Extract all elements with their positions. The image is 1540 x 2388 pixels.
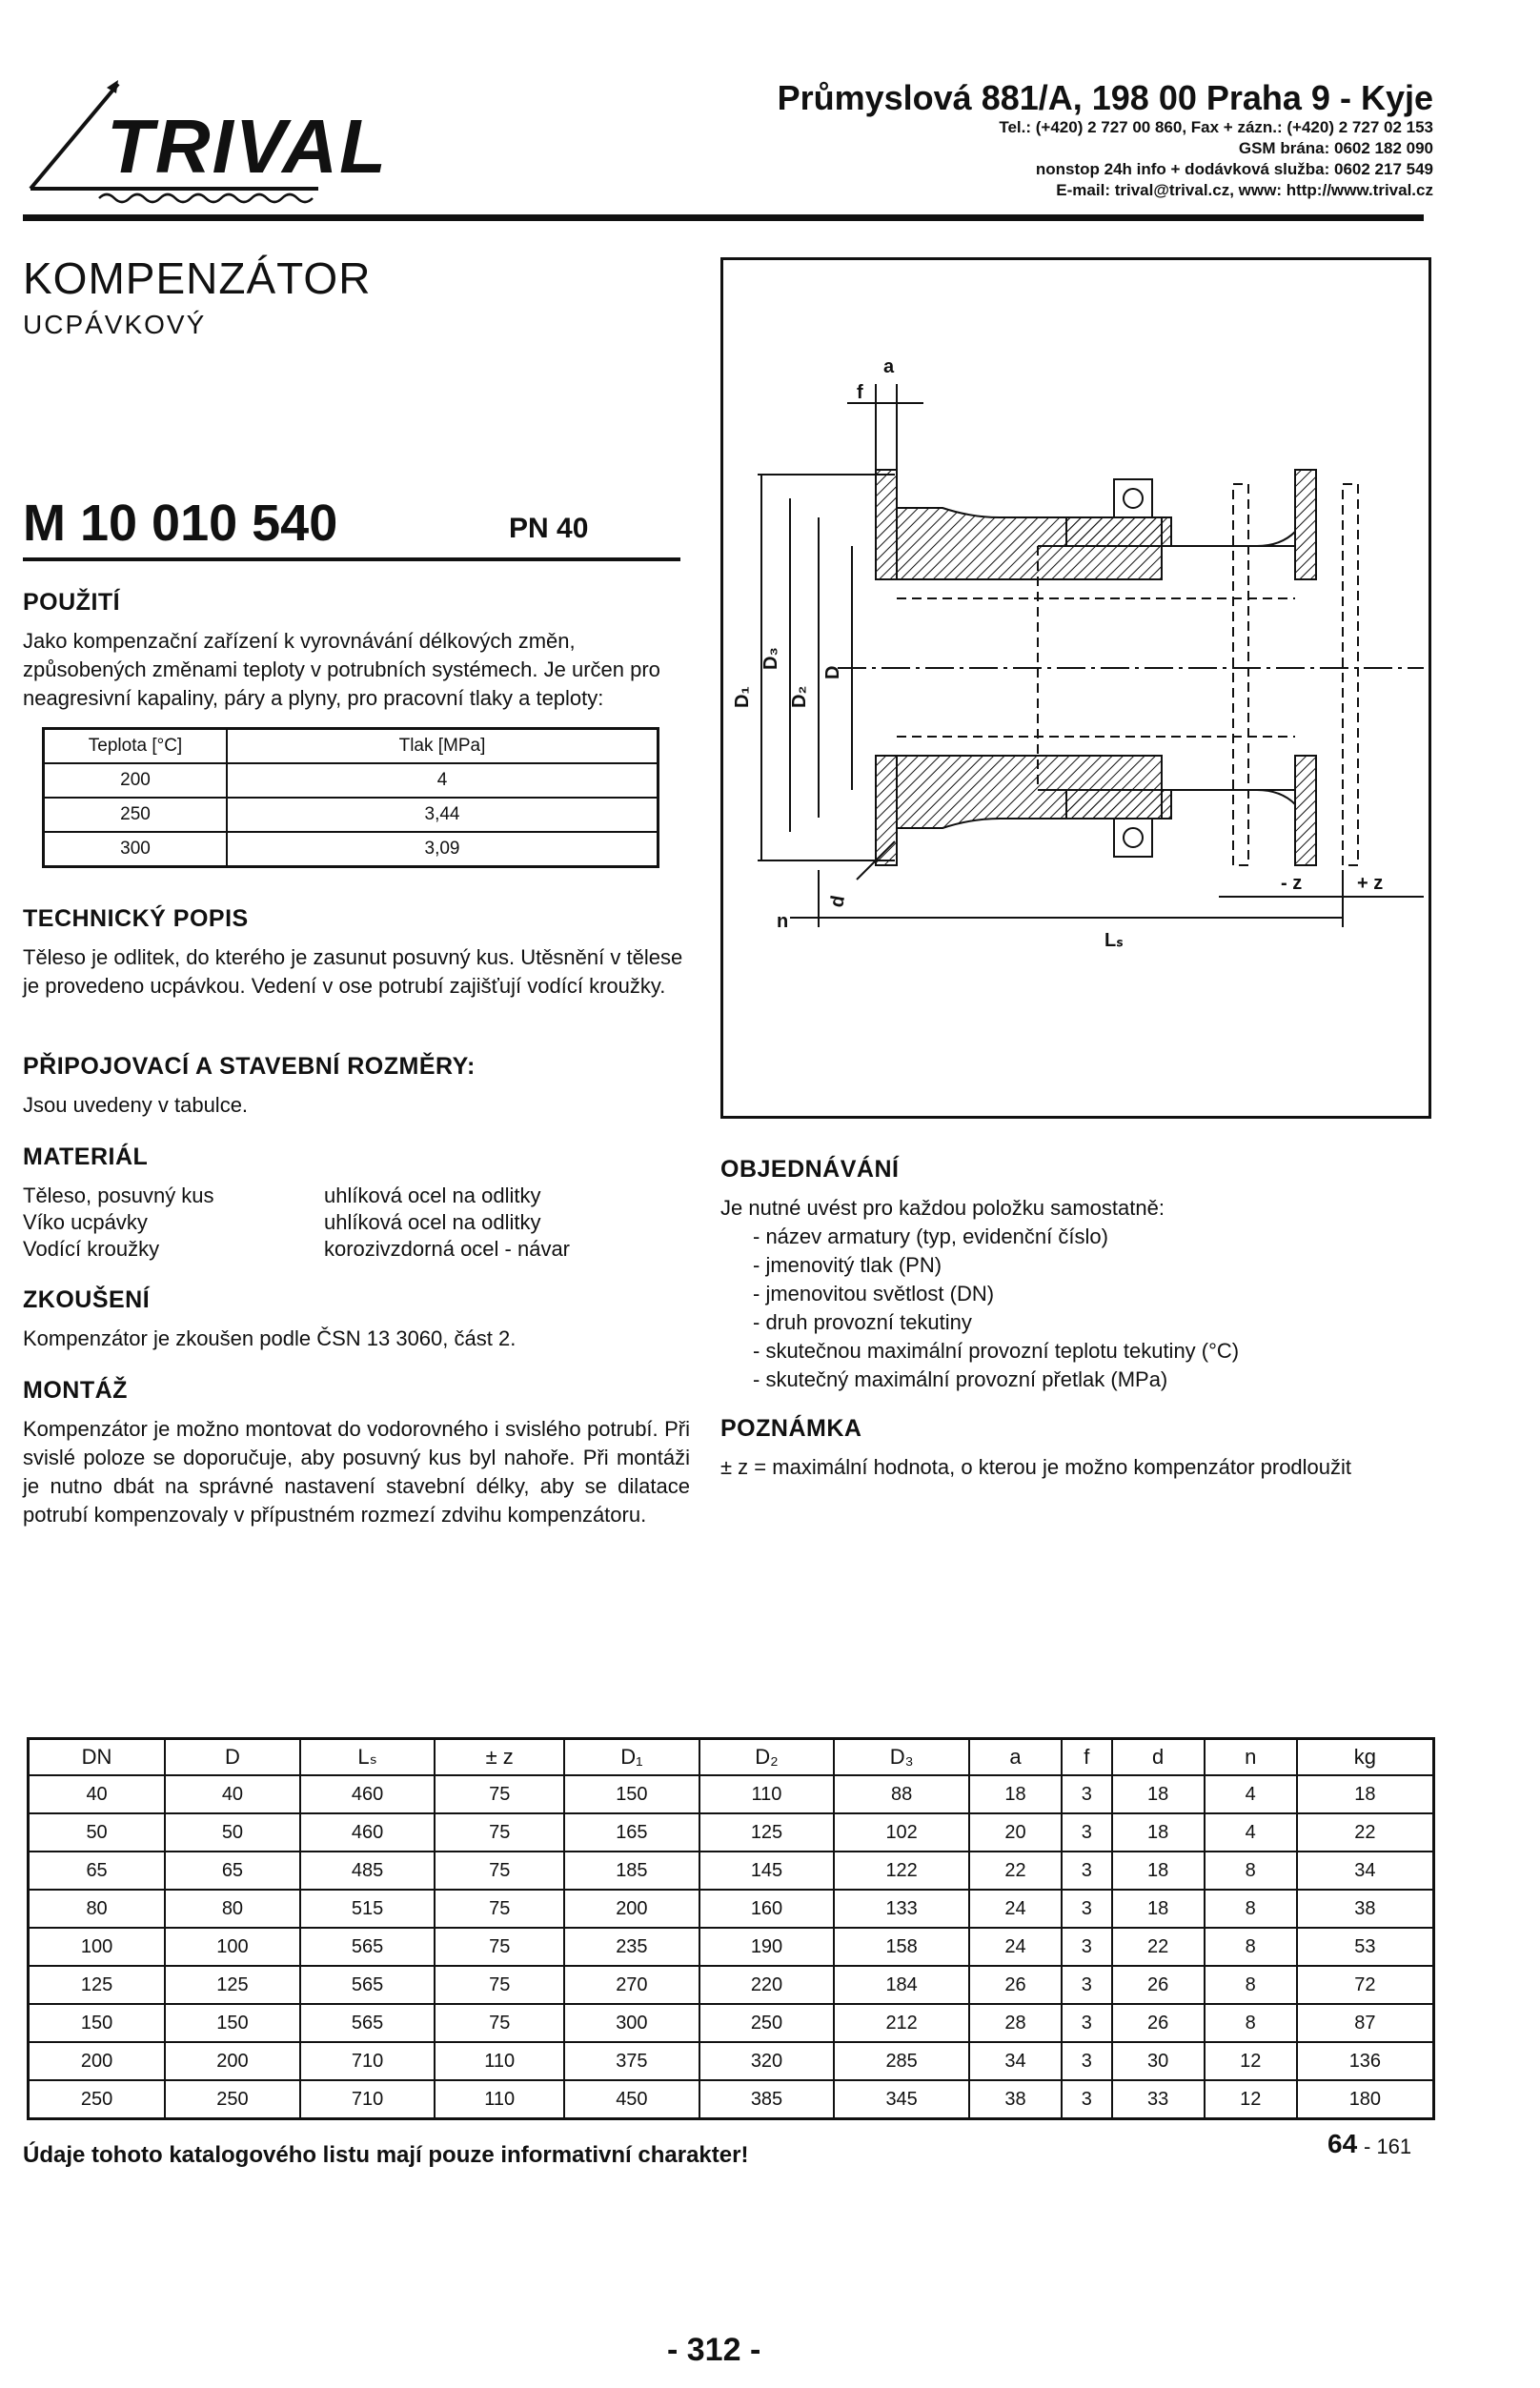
- material-heading: MATERIÁL: [23, 1143, 149, 1170]
- table-cell: 200: [564, 1890, 699, 1928]
- pressure-temperature-table: [42, 727, 659, 868]
- column-header: d: [1112, 1739, 1205, 1776]
- column-header: a: [969, 1739, 1062, 1776]
- tech-text: Těleso je odlitek, do kterého je zasunut posuvný kus. Utěsnění v tělese je provedeno ucpávkou. Vedení v ose potrubí zajišťují vodící kroužky.: [23, 945, 683, 998]
- brand-logo: [23, 67, 388, 210]
- table-row: [29, 1852, 1434, 1890]
- table-cell: 28: [969, 2004, 1062, 2042]
- table-cell: 4: [227, 763, 659, 798]
- company-address: Průmyslová 881/A, 198 00 Praha 9 - Kyje: [777, 78, 1433, 117]
- company-gsm: GSM brána: 0602 182 090: [1238, 139, 1433, 157]
- table-cell: 75: [435, 2004, 564, 2042]
- tech-heading: TECHNICKÝ POPIS: [23, 905, 249, 932]
- table-cell: 565: [300, 2004, 436, 2042]
- table-cell: 375: [564, 2042, 699, 2080]
- table-cell: 53: [1297, 1928, 1434, 1966]
- usage-text: Jako kompenzační zařízení k vyrovnávání délkových změn, způsobených změnami teploty v potrubních systémech. Je určen pro neagresivní kapaliny, páry a plyny, pro pracovní tlaky a teploty:: [23, 629, 660, 710]
- table-cell: 22: [1112, 1928, 1205, 1966]
- column-header: D: [165, 1739, 300, 1776]
- table-cell: 285: [834, 2042, 969, 2080]
- column-header: Tlak [MPa]: [227, 729, 659, 764]
- company-phone: Tel.: (+420) 2 727 00 860, Fax + zázn.: (+420) 2 727 02 153: [999, 118, 1433, 136]
- table-cell: 26: [1112, 2004, 1205, 2042]
- table-cell: 33: [1112, 2080, 1205, 2119]
- header-divider: [23, 214, 1424, 221]
- table-cell: 75: [435, 1966, 564, 2004]
- table-cell: 12: [1205, 2042, 1297, 2080]
- disclaimer: Údaje tohoto katalogového listu mají pouze informativní charakter!: [23, 2142, 749, 2168]
- column-header: Teplota [°C]: [44, 729, 228, 764]
- table-cell: 3: [1062, 1813, 1112, 1852]
- label-d3: D₃: [760, 647, 781, 670]
- product-pn: PN 40: [509, 513, 589, 544]
- table-cell: 345: [834, 2080, 969, 2119]
- brand-name: TRIVAL: [107, 104, 388, 189]
- table-cell: 18: [1112, 1852, 1205, 1890]
- table-cell: 136: [1297, 2042, 1434, 2080]
- table-cell: 102: [834, 1813, 969, 1852]
- table-cell: 30: [1112, 2042, 1205, 2080]
- dimensions-table: [27, 1737, 1435, 2120]
- material-value: uhlíková ocel na odlitky: [324, 1184, 541, 1207]
- table-cell: 4: [1205, 1813, 1297, 1852]
- table-cell: 75: [435, 1852, 564, 1890]
- table-cell: 26: [969, 1966, 1062, 2004]
- table-cell: 515: [300, 1890, 436, 1928]
- assembly-heading: MONTÁŽ: [23, 1377, 128, 1404]
- table-cell: 125: [165, 1966, 300, 2004]
- table-cell: 24: [969, 1928, 1062, 1966]
- table-cell: 150: [29, 2004, 166, 2042]
- table-cell: 22: [1297, 1813, 1434, 1852]
- table-cell: 8: [1205, 1966, 1297, 2004]
- table-cell: 250: [44, 798, 228, 832]
- table-cell: 26: [1112, 1966, 1205, 2004]
- table-cell: 145: [699, 1852, 835, 1890]
- table-cell: 180: [1297, 2080, 1434, 2119]
- table-cell: 80: [29, 1890, 166, 1928]
- table-cell: 34: [969, 2042, 1062, 2080]
- material-part: Vodící kroužky: [23, 1237, 160, 1261]
- table-cell: 385: [699, 2080, 835, 2119]
- table-cell: 184: [834, 1966, 969, 2004]
- company-nonstop: nonstop 24h info + dodávková služba: 0602 217 549: [1035, 160, 1433, 178]
- label-plus-z: + z: [1357, 873, 1384, 894]
- label-d: D: [822, 665, 843, 679]
- table-cell: 150: [165, 2004, 300, 2042]
- sheet-subnumber: - 161: [1364, 2135, 1412, 2158]
- table-cell: 18: [1112, 1813, 1205, 1852]
- table-row: [29, 2042, 1434, 2080]
- table-cell: 50: [165, 1813, 300, 1852]
- table-cell: 100: [29, 1928, 166, 1966]
- table-cell: 460: [300, 1813, 436, 1852]
- table-cell: 200: [29, 2042, 166, 2080]
- table-cell: 110: [699, 1775, 835, 1813]
- table-cell: 65: [29, 1852, 166, 1890]
- table-cell: 250: [165, 2080, 300, 2119]
- table-cell: 710: [300, 2080, 436, 2119]
- material-value: korozivzdorná ocel - návar: [324, 1237, 571, 1261]
- sheet-number: 64: [1327, 2129, 1358, 2158]
- table-cell: 270: [564, 1966, 699, 2004]
- table-row: [44, 763, 659, 798]
- table-cell: 8: [1205, 2004, 1297, 2042]
- table-cell: 185: [564, 1852, 699, 1890]
- technical-drawing-frame: [720, 257, 1431, 1119]
- list-item: - skutečnou maximální provozní teplotu tekutiny (°C): [753, 1339, 1240, 1363]
- table-cell: 300: [564, 2004, 699, 2042]
- table-cell: 20: [969, 1813, 1062, 1852]
- material-part: Víko ucpávky: [23, 1210, 148, 1234]
- column-header: D₂: [699, 1739, 835, 1776]
- table-cell: 300: [44, 832, 228, 867]
- table-cell: 320: [699, 2042, 835, 2080]
- table-cell: 18: [1112, 1890, 1205, 1928]
- table-row: [29, 2004, 1434, 2042]
- table-cell: 8: [1205, 1928, 1297, 1966]
- table-cell: 50: [29, 1813, 166, 1852]
- table-cell: 40: [165, 1775, 300, 1813]
- connect-heading: PŘIPOJOVACÍ A STAVEBNÍ ROZMĚRY:: [23, 1053, 476, 1080]
- table-cell: 565: [300, 1966, 436, 2004]
- table-cell: 3,44: [227, 798, 659, 832]
- table-cell: 250: [699, 2004, 835, 2042]
- table-row: [29, 1775, 1434, 1813]
- table-cell: 710: [300, 2042, 436, 2080]
- table-cell: 125: [699, 1813, 835, 1852]
- table-cell: 75: [435, 1775, 564, 1813]
- assembly-text: Kompenzátor je možno montovat do vodorovného i svislého potrubí. Při svislé poloze se doporučuje, aby posuvný kus byl nahoře. Při montáži je nutno dbát na správné nastavení stavební délky, aby se dilatace potrubí kompenzovaly v přípustném rozmezí zdvihu kompenzátoru.: [23, 1417, 690, 1527]
- table-cell: 110: [435, 2042, 564, 2080]
- table-cell: 18: [969, 1775, 1062, 1813]
- table-cell: 24: [969, 1890, 1062, 1928]
- product-title: KOMPENZÁTOR: [23, 253, 372, 303]
- column-header: f: [1062, 1739, 1112, 1776]
- table-cell: 65: [165, 1852, 300, 1890]
- table-cell: 200: [165, 2042, 300, 2080]
- column-header: ± z: [435, 1739, 564, 1776]
- testing-text: Kompenzátor je zkoušen podle ČSN 13 3060, část 2.: [23, 1326, 517, 1350]
- table-cell: 450: [564, 2080, 699, 2119]
- table-row: [29, 1928, 1434, 1966]
- compensator-drawing: [723, 260, 1429, 1116]
- table-cell: 212: [834, 2004, 969, 2042]
- table-cell: 3: [1062, 2042, 1112, 2080]
- table-cell: 110: [435, 2080, 564, 2119]
- table-cell: 72: [1297, 1966, 1434, 2004]
- table-cell: 8: [1205, 1890, 1297, 1928]
- table-cell: 200: [44, 763, 228, 798]
- table-cell: 75: [435, 1928, 564, 1966]
- table-cell: 565: [300, 1928, 436, 1966]
- label-d-small: d: [826, 894, 850, 909]
- note-heading: POZNÁMKA: [720, 1415, 862, 1442]
- list-item: - skutečný maximální provozní přetlak (MPa): [753, 1367, 1168, 1391]
- table-cell: 18: [1112, 1775, 1205, 1813]
- table-cell: 18: [1297, 1775, 1434, 1813]
- table-cell: 75: [435, 1890, 564, 1928]
- label-minus-z: - z: [1281, 873, 1303, 894]
- table-cell: 485: [300, 1852, 436, 1890]
- table-cell: 235: [564, 1928, 699, 1966]
- table-row: [29, 1890, 1434, 1928]
- column-header: D₃: [834, 1739, 969, 1776]
- company-email: E-mail: trival@trival.cz, www: http://www.trival.cz: [1056, 181, 1433, 199]
- table-header-row: [29, 1739, 1434, 1776]
- connect-text: Jsou uvedeny v tabulce.: [23, 1093, 249, 1117]
- table-row: [29, 1813, 1434, 1852]
- table-cell: 158: [834, 1928, 969, 1966]
- page-number: - 312 -: [667, 2332, 761, 2368]
- testing-heading: ZKOUŠENÍ: [23, 1286, 151, 1313]
- label-d1: D₁: [732, 686, 753, 708]
- label-n: n: [777, 911, 789, 932]
- table-cell: 40: [29, 1775, 166, 1813]
- column-header: kg: [1297, 1739, 1434, 1776]
- table-cell: 3: [1062, 1966, 1112, 2004]
- product-code: M 10 010 540: [23, 495, 338, 552]
- list-item: - jmenovitý tlak (PN): [753, 1253, 942, 1277]
- list-item: - název armatury (typ, evidenční číslo): [753, 1224, 1108, 1248]
- label-f: f: [857, 382, 863, 403]
- table-cell: 3: [1062, 1890, 1112, 1928]
- code-divider: [23, 557, 680, 561]
- label-a: a: [883, 356, 895, 377]
- table-cell: 125: [29, 1966, 166, 2004]
- table-row: [44, 832, 659, 867]
- note-text: ± z = maximální hodnota, o kterou je možno kompenzátor prodloužit: [720, 1455, 1352, 1479]
- table-row: [44, 798, 659, 832]
- table-cell: 160: [699, 1890, 835, 1928]
- table-cell: 8: [1205, 1852, 1297, 1890]
- table-cell: 3: [1062, 1775, 1112, 1813]
- table-cell: 190: [699, 1928, 835, 1966]
- table-cell: 4: [1205, 1775, 1297, 1813]
- table-cell: 460: [300, 1775, 436, 1813]
- list-item: - jmenovitou světlost (DN): [753, 1282, 995, 1305]
- list-item: - druh provozní tekutiny: [753, 1310, 972, 1334]
- table-cell: 3: [1062, 2004, 1112, 2042]
- table-cell: 34: [1297, 1852, 1434, 1890]
- material-part: Těleso, posuvný kus: [23, 1184, 214, 1207]
- table-cell: 38: [1297, 1890, 1434, 1928]
- column-header: DN: [29, 1739, 166, 1776]
- table-row: [29, 1966, 1434, 2004]
- table-cell: 3: [1062, 1928, 1112, 1966]
- table-header-row: [44, 729, 659, 764]
- table-cell: 22: [969, 1852, 1062, 1890]
- column-header: D₁: [564, 1739, 699, 1776]
- ordering-intro: Je nutné uvést pro každou položku samostatně:: [720, 1196, 1165, 1220]
- table-cell: 87: [1297, 2004, 1434, 2042]
- table-cell: 133: [834, 1890, 969, 1928]
- column-header: n: [1205, 1739, 1297, 1776]
- table-cell: 3: [1062, 2080, 1112, 2119]
- table-cell: 165: [564, 1813, 699, 1852]
- table-cell: 3: [1062, 1852, 1112, 1890]
- ordering-heading: OBJEDNÁVÁNÍ: [720, 1156, 900, 1183]
- table-cell: 38: [969, 2080, 1062, 2119]
- material-value: uhlíková ocel na odlitky: [324, 1210, 541, 1234]
- column-header: Lₛ: [300, 1739, 436, 1776]
- table-cell: 100: [165, 1928, 300, 1966]
- table-cell: 122: [834, 1852, 969, 1890]
- table-cell: 88: [834, 1775, 969, 1813]
- table-cell: 3,09: [227, 832, 659, 867]
- table-row: [29, 2080, 1434, 2119]
- table-cell: 220: [699, 1966, 835, 2004]
- table-cell: 12: [1205, 2080, 1297, 2119]
- table-cell: 75: [435, 1813, 564, 1852]
- ordering-list: [753, 1223, 1239, 1394]
- table-cell: 150: [564, 1775, 699, 1813]
- table-cell: 250: [29, 2080, 166, 2119]
- usage-heading: POUŽITÍ: [23, 589, 121, 616]
- product-subtitle: UCPÁVKOVÝ: [23, 310, 207, 339]
- label-d2: D₂: [789, 685, 810, 708]
- table-cell: 80: [165, 1890, 300, 1928]
- label-ls: Lₛ: [1104, 930, 1124, 951]
